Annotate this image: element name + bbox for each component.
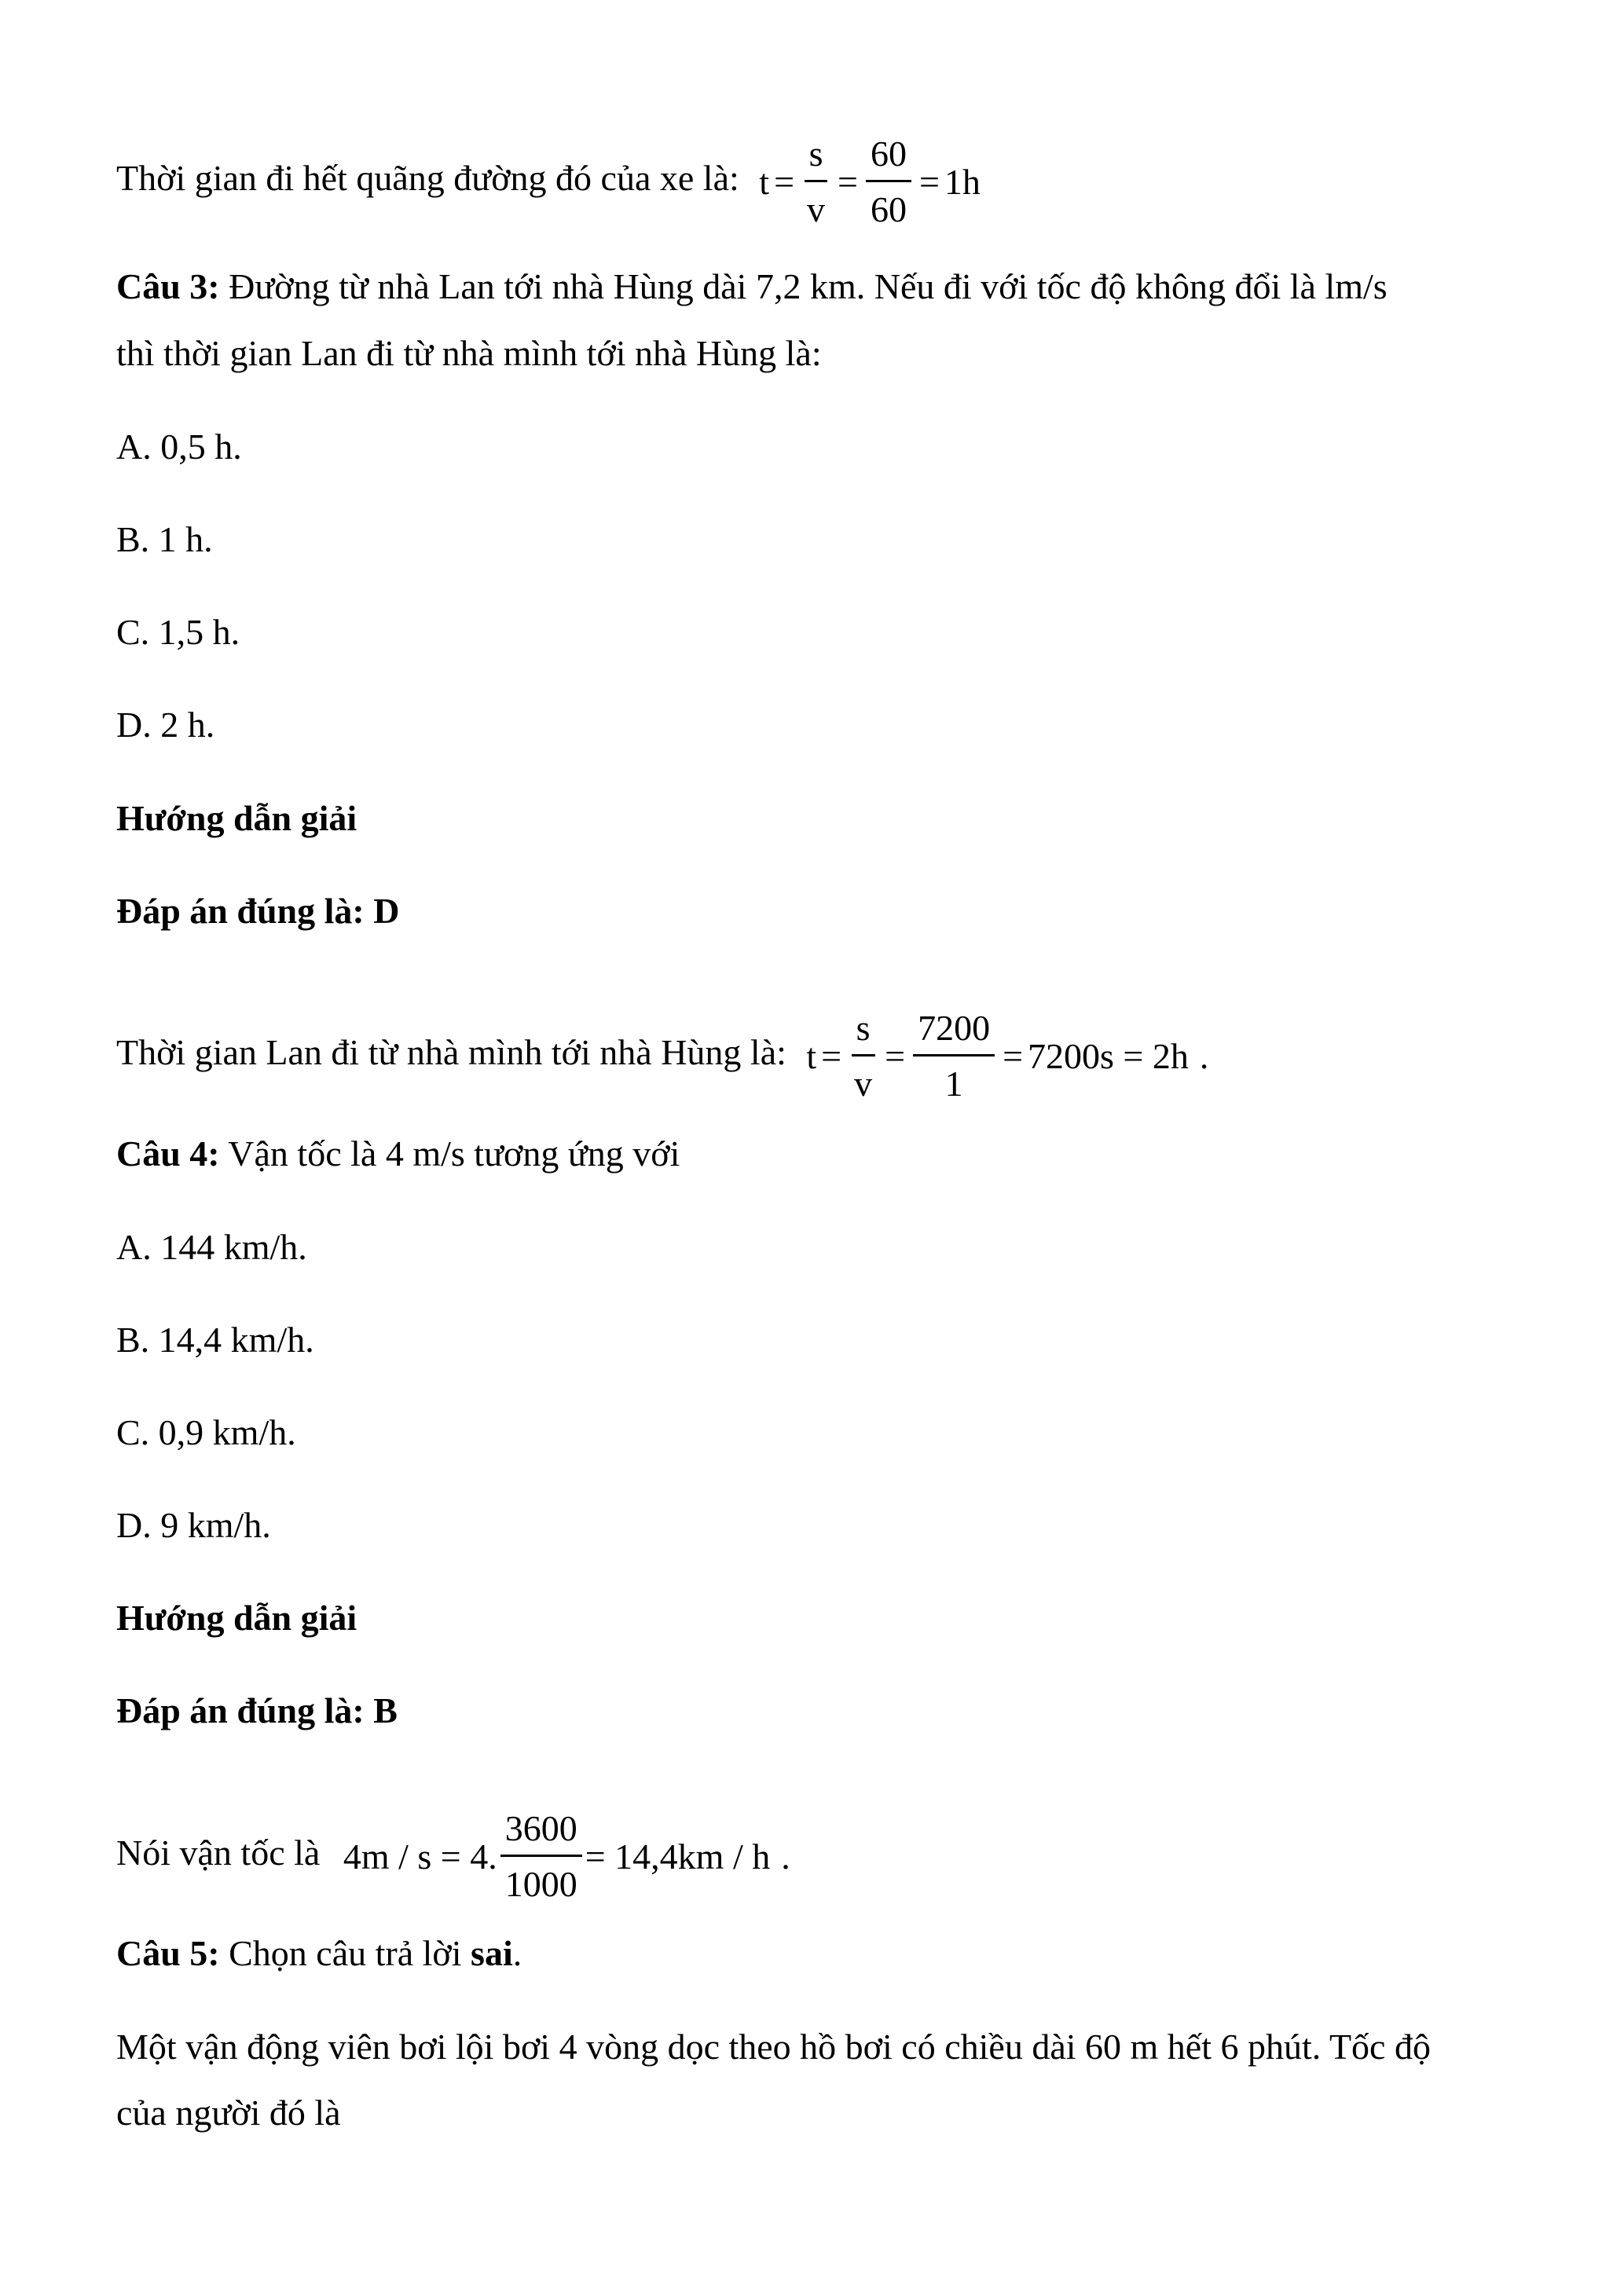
formula-t: t	[759, 161, 770, 202]
fraction-denominator: v	[807, 189, 826, 229]
q3-stem-line-2: thì thời gian Lan đi từ nhà mình tới nhà Hùng là:	[116, 333, 822, 373]
top-formula-math	[759, 130, 981, 234]
fraction-numerator: 60	[866, 130, 911, 182]
fraction-3600-over-1000	[500, 1804, 582, 1909]
fraction-denominator: 1	[944, 1064, 963, 1104]
q5-label: Câu 5:	[116, 1933, 220, 1973]
fraction-numerator: s	[852, 1004, 875, 1056]
fraction-7200-over-1	[913, 1004, 995, 1108]
q3-label: Câu 3:	[116, 266, 220, 306]
formula-t: t	[806, 1035, 817, 1076]
fraction-60-over-60	[866, 130, 911, 234]
formula-eq: =	[821, 1035, 842, 1076]
q3-option-a: A. 0,5 h.	[116, 427, 242, 467]
fraction-s-over-v	[849, 1004, 877, 1108]
fraction-numerator: 3600	[500, 1804, 582, 1857]
q4-guide-heading: Hướng dẫn giải	[116, 1598, 357, 1638]
fraction-denominator: 1000	[504, 1864, 577, 1904]
formula-result: 1h	[944, 161, 981, 202]
fraction-s-over-v	[802, 130, 830, 234]
top-formula-text: Thời gian đi hết quãng đường đó của xe là:	[116, 158, 739, 199]
fraction-numerator: 7200	[913, 1004, 995, 1056]
fraction-numerator: s	[805, 130, 828, 182]
formula-period: .	[781, 1836, 790, 1877]
q3-solution-text: Thời gian Lan đi từ nhà mình tới nhà Hùng là:	[116, 1032, 786, 1073]
q4-solution-math	[343, 1804, 790, 1909]
q3-option-d: D. 2 h.	[116, 705, 215, 745]
q4-option-c: C. 0,9 km/h.	[116, 1412, 296, 1452]
q4-solution-text: Nói vận tốc là	[116, 1833, 321, 1873]
q5-text-b: .	[512, 1933, 522, 1973]
q5-stem-line-3: của người đó là	[116, 2093, 341, 2133]
q4-answer: Đáp án đúng là: B	[116, 1690, 398, 1730]
formula-result: 7200s = 2h	[1028, 1035, 1189, 1076]
q4-stem-line	[116, 1132, 680, 1176]
fraction-denominator: 60	[870, 189, 907, 229]
q4-option-b: B. 14,4 km/h.	[116, 1320, 314, 1360]
q5-stem-line-1	[116, 1932, 522, 1976]
q3-guide-heading: Hướng dẫn giải	[116, 798, 357, 838]
q4-text: Vận tốc là 4 m/s tương ứng với	[219, 1133, 680, 1174]
formula-period: .	[1199, 1035, 1209, 1076]
q5-text-bold: sai	[471, 1933, 513, 1973]
formula-eq: =	[918, 161, 940, 202]
q3-option-c: C. 1,5 h.	[116, 612, 240, 652]
q3-stem-line-1	[116, 265, 1388, 309]
q4-option-a: A. 144 km/h.	[116, 1227, 307, 1267]
q3-option-b: B. 1 h.	[116, 519, 213, 559]
q5-stem-line-2: Một vận động viên bơi lội bơi 4 vòng dọc theo hồ bơi có chiều dài 60 m hết 6 phút. Tốc độ	[116, 2027, 1431, 2067]
q4-solution-line	[116, 1804, 790, 1909]
formula-result: = 14,4km / h	[585, 1836, 771, 1877]
top-formula-line	[116, 130, 981, 234]
q5-text-a: Chọn câu trả lời	[219, 1933, 471, 1973]
q4-option-d: D. 9 km/h.	[116, 1505, 271, 1545]
q3-solution-line	[116, 1004, 1208, 1108]
q3-answer: Đáp án đúng là: D	[116, 891, 400, 931]
formula-eq: =	[1003, 1035, 1024, 1076]
q3-solution-math	[806, 1004, 1208, 1108]
formula-lhs: 4m / s = 4.	[343, 1836, 497, 1877]
formula-eq: =	[885, 1035, 906, 1076]
formula-eq: =	[774, 161, 795, 202]
fraction-denominator: v	[854, 1064, 873, 1104]
q4-label: Câu 4:	[116, 1133, 220, 1174]
formula-eq: =	[838, 161, 858, 202]
q3-text-1: Đường từ nhà Lan tới nhà Hùng dài 7,2 km. Nếu đi với tốc độ không đổi là lm/s	[219, 266, 1388, 306]
